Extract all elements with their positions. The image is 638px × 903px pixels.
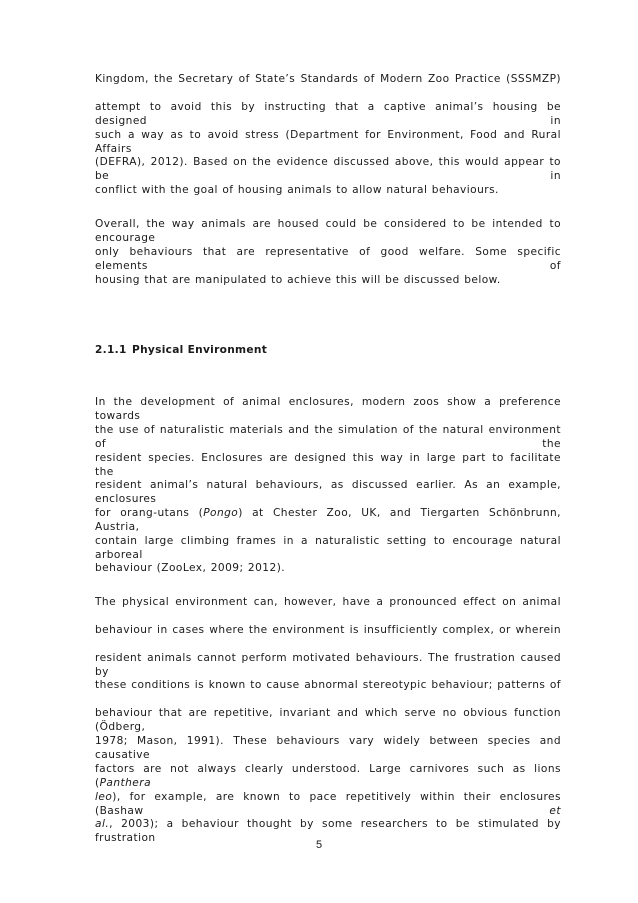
section-title: Physical Environment <box>132 344 268 356</box>
text-line: behaviour (ZooLex, 2009; 2012). <box>95 562 286 574</box>
species-name: Panthera <box>99 777 152 789</box>
text-fragment: ) at Chester Zoo, UK, and Tiergarten Schönbrunn, Austria, <box>95 507 561 533</box>
text-line <box>95 506 561 534</box>
text-line: (DEFRA), 2012). Based on the evidence discussed above, this would appear to be in <box>95 156 561 182</box>
text-line: such a way as to avoid stress (Department for Environment, Food and Rural Affairs <box>95 129 561 155</box>
species-name: leo <box>95 791 113 803</box>
text-line: Kingdom, the Secretary of State’s Standards of Modern Zoo Practice (SSSMZP) <box>95 73 561 85</box>
text-fragment: factors are not always clearly understood. Large carnivores such as lions ( <box>95 763 561 789</box>
text-line: resident animals cannot perform motivated behaviours. The frustration caused by <box>95 652 561 678</box>
text-line: Overall, the way animals are housed could be considered to be intended to encourage <box>95 218 561 244</box>
text-line: The physical environment can, however, have a pronounced effect on animal <box>95 596 561 608</box>
text-line: contain large climbing frames in a naturalistic setting to encourage natural arboreal <box>95 535 561 561</box>
species-name: Pongo <box>203 507 239 519</box>
text-line: In the development of animal enclosures, modern zoos show a preference towards <box>95 396 561 422</box>
text-line: 1978; Mason, 1991). These behaviours vary widely between species and causative <box>95 735 561 761</box>
text-line: these conditions is known to cause abnormal stereotypic behaviour; patterns of <box>95 679 561 691</box>
text-fragment: for orang-utans ( <box>95 507 204 519</box>
text-line: housing that are manipulated to achieve this will be discussed below. <box>95 274 501 286</box>
text-line: the use of naturalistic materials and the simulation of the natural environment of the <box>95 424 561 450</box>
text-line: resident animal’s natural behaviours, as discussed earlier. As an example, enclosures <box>95 479 561 505</box>
text-line: behaviour that are repetitive, invariant and which serve no obvious function (Ödberg, <box>95 707 561 733</box>
page-number: 5 <box>315 839 323 851</box>
text-line: behaviour in cases where the environment is insufficiently complex, or wherein <box>95 624 561 636</box>
text-line: only behaviours that are representative of good welfare. Some specific elements of <box>95 246 561 272</box>
section-heading <box>95 343 267 357</box>
text-line <box>95 762 561 790</box>
section-number: 2.1.1 <box>95 344 127 356</box>
text-line <box>95 790 561 818</box>
text-fragment: ), for example, are known to pace repetitively within their enclosures (Bashaw <box>95 791 561 817</box>
citation-fragment: et <box>549 805 561 817</box>
citation-fragment: al. <box>95 818 110 830</box>
text-line: attempt to avoid this by instructing that a captive animal’s housing be designed in <box>95 101 561 127</box>
text-fragment: , 2003); a behaviour thought by some researchers to be stimulated by frustration <box>95 818 561 844</box>
text-line: conflict with the goal of housing animals to allow natural behaviours. <box>95 184 499 196</box>
text-line: resident species. Enclosures are designed this way in large part to facilitate the <box>95 452 561 478</box>
